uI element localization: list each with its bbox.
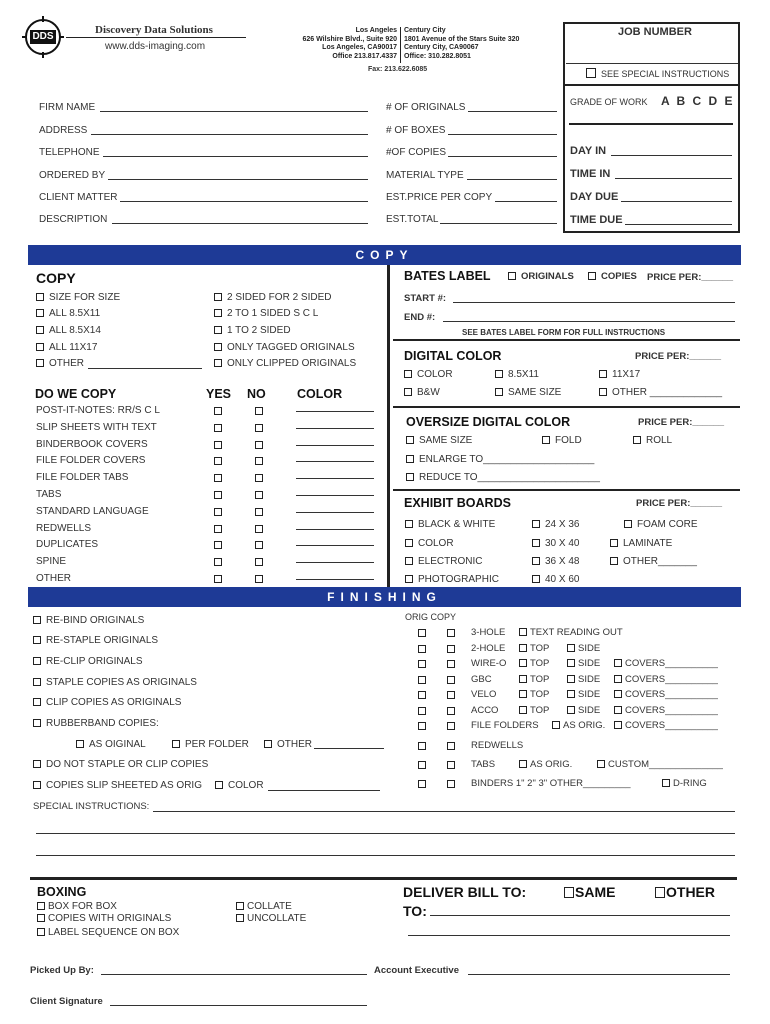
digital-color-opt-color[interactable]: COLOR: [404, 369, 453, 380]
binding-option-label: COVERS__________: [625, 658, 718, 669]
oversize-price-per[interactable]: PRICE PER:______: [638, 417, 725, 428]
binding-option-label: TOP: [530, 689, 550, 700]
binding-option-checkbox[interactable]: [567, 644, 575, 652]
finishing-rebind[interactable]: RE-BIND ORIGINALS: [33, 615, 144, 626]
client-signature-field[interactable]: [110, 1005, 367, 1006]
exhibit-opt-electronic[interactable]: ELECTRONIC: [405, 556, 482, 567]
do-we-copy-row-label: POST-IT-NOTES: RR/S C L: [36, 405, 160, 416]
oversize-opt-same-size[interactable]: SAME SIZE: [406, 435, 472, 446]
description-field[interactable]: [112, 223, 368, 224]
do-we-copy-color-field[interactable]: [296, 495, 374, 496]
day-in-field[interactable]: [611, 155, 732, 156]
do-we-copy-no-checkbox[interactable]: [255, 474, 263, 482]
binding-option-checkbox[interactable]: [662, 779, 670, 787]
binding-option-label: CUSTOM______________: [608, 759, 723, 770]
binding-option-checkbox[interactable]: [567, 706, 575, 714]
do-we-copy-no-checkbox[interactable]: [255, 508, 263, 516]
binding-option[interactable]: [567, 689, 600, 700]
binding-row-label: BINDERS 1" 2" 3" OTHER_________: [471, 778, 631, 789]
do-we-copy-yes-checkbox[interactable]: [214, 424, 222, 432]
material-type-label: MATERIAL TYPE: [386, 170, 464, 181]
dds-logo: [22, 16, 64, 58]
est-total-field[interactable]: [440, 223, 557, 224]
do-we-copy-row-label: SLIP SHEETS WITH TEXT: [36, 421, 157, 433]
oversize-title: OVERSIZE DIGITAL COLOR: [406, 415, 571, 429]
binding-option[interactable]: [552, 720, 605, 731]
est-price-field[interactable]: [495, 201, 557, 202]
deliver-to-field-1[interactable]: [430, 915, 730, 916]
grade-of-work-label: GRADE OF WORK: [570, 97, 648, 107]
time-due-field[interactable]: [625, 224, 732, 225]
digital-color-opt-85x11[interactable]: 8.5X11: [495, 369, 539, 380]
bates-label-title: BATES LABEL: [404, 269, 491, 283]
la-office-phone: Office 213.817.4337: [332, 52, 397, 60]
exhibit-boards-title: EXHIBIT BOARDS: [404, 496, 511, 510]
cc-office-phone: Office: 310.282.8051: [404, 52, 471, 60]
binding-copy-checkbox[interactable]: [447, 660, 455, 668]
do-we-copy-color-field[interactable]: [296, 579, 374, 580]
la-office-address: [270, 27, 397, 61]
binding-option[interactable]: [519, 689, 549, 700]
do-we-copy-color-field[interactable]: [296, 478, 374, 479]
binding-option-label: TEXT READING OUT: [530, 627, 623, 638]
do-we-copy-no-checkbox[interactable]: [255, 424, 263, 432]
binding-row-label: REDWELLS: [471, 740, 524, 751]
digital-color-price-per[interactable]: PRICE PER:______: [635, 351, 722, 362]
exhibit-opt-36x48[interactable]: 36 X 48: [532, 556, 579, 567]
binding-option-label: SIDE: [578, 689, 601, 700]
exhibit-price-per[interactable]: PRICE PER:______: [636, 498, 723, 509]
binding-option-checkbox[interactable]: [567, 675, 575, 683]
do-we-copy-yes-checkbox[interactable]: [214, 575, 222, 583]
binding-option[interactable]: [567, 674, 600, 685]
bates-start-label: START #:: [404, 293, 447, 304]
binding-option[interactable]: [519, 705, 549, 716]
binding-option[interactable]: [614, 658, 718, 669]
binding-row-label: GBC: [471, 673, 492, 685]
deliver-to-label: TO:: [403, 903, 427, 919]
do-we-copy-no-checkbox[interactable]: [255, 575, 263, 583]
address-field[interactable]: [91, 134, 368, 135]
binding-option-checkbox[interactable]: [567, 659, 575, 667]
exhibit-opt-foam-core[interactable]: FOAM CORE: [624, 519, 698, 530]
cc-office-citystate: Century City, CA90067: [404, 44, 479, 51]
do-we-copy-no-checkbox[interactable]: [255, 541, 263, 549]
boxing-collate[interactable]: COLLATE: [236, 901, 292, 912]
num-copies-field[interactable]: [448, 156, 557, 157]
bates-start-field[interactable]: [453, 302, 735, 303]
do-we-copy-row-label: STANDARD LANGUAGE: [36, 505, 149, 517]
ordered-by-label: ORDERED BY: [39, 170, 106, 181]
finishing-restaple[interactable]: RE-STAPLE ORIGINALS: [33, 635, 158, 646]
description-label: DESCRIPTION: [39, 214, 108, 225]
binding-copy-checkbox[interactable]: [447, 629, 455, 637]
fax-number: Fax: 213.622.6085: [368, 66, 428, 73]
telephone-field[interactable]: [103, 156, 368, 157]
binding-orig-checkbox[interactable]: [418, 742, 426, 750]
exhibit-opt-color[interactable]: COLOR: [405, 538, 454, 549]
finishing-no-staple[interactable]: DO NOT STAPLE OR CLIP COPIES: [33, 759, 208, 770]
num-copies-label: #OF COPIES: [386, 147, 447, 158]
binding-copy-checkbox[interactable]: [447, 691, 455, 699]
do-we-copy-yes-checkbox[interactable]: [214, 457, 222, 465]
binding-row-label: FILE FOLDERS: [471, 720, 539, 731]
binding-option[interactable]: [614, 689, 718, 700]
binding-orig-checkbox[interactable]: [418, 722, 426, 730]
cc-office-address: [404, 27, 519, 61]
num-originals-field[interactable]: [468, 111, 557, 112]
exhibit-opt-24x36[interactable]: 24 X 36: [532, 519, 579, 530]
do-we-copy-color-header: COLOR: [297, 387, 343, 401]
client-matter-field[interactable]: [120, 201, 368, 202]
cc-office-city: Century City: [404, 27, 446, 34]
do-we-copy-color-field[interactable]: [296, 562, 374, 563]
rubberband-per-folder[interactable]: PER FOLDER: [172, 739, 249, 750]
oversize-rule: [393, 489, 740, 491]
grade-options[interactable]: A B C D E: [661, 94, 735, 108]
finishing-rubberband[interactable]: RUBBERBAND COPIES:: [33, 718, 159, 729]
orig-copy-header: ORIG COPY: [405, 612, 457, 622]
finishing-staple-copies[interactable]: STAPLE COPIES AS ORIGINALS: [33, 677, 197, 688]
do-we-copy-no-checkbox[interactable]: [255, 491, 263, 499]
digital-color-opt-11x17[interactable]: 11X17: [599, 369, 640, 380]
binding-copy-checkbox[interactable]: [447, 761, 455, 769]
binding-option-checkbox[interactable]: [614, 721, 622, 729]
deliver-other-option[interactable]: OTHER: [655, 884, 715, 900]
picked-up-by-label: Picked Up By:: [30, 965, 94, 976]
do-we-copy-color-field[interactable]: [296, 512, 374, 513]
do-we-copy-row-label: REDWELLS: [36, 522, 92, 534]
digital-color-opt-same-size[interactable]: SAME SIZE: [495, 387, 561, 398]
binding-orig-checkbox[interactable]: [418, 707, 426, 715]
oversize-opt-reduce[interactable]: REDUCE TO______________________: [406, 472, 600, 483]
binding-option[interactable]: [662, 778, 707, 789]
binding-option-label: D-RING: [673, 778, 707, 789]
binding-row-label: WIRE-O: [471, 658, 507, 669]
copy-opt-1-to-2[interactable]: 1 TO 2 SIDED: [214, 325, 291, 336]
boxing-box-for-box[interactable]: BOX FOR BOX: [37, 901, 117, 912]
job-number-field[interactable]: [566, 40, 738, 62]
do-we-copy-yes-checkbox[interactable]: [214, 508, 222, 516]
binding-option[interactable]: [614, 705, 718, 716]
la-office-city: Los Angeles: [355, 27, 397, 34]
binding-option-label: TOP: [530, 658, 550, 669]
cc-office-street: 1801 Avenue of the Stars Suite 320: [404, 35, 520, 43]
binding-orig-checkbox[interactable]: [418, 780, 426, 788]
bates-price-per[interactable]: PRICE PER:______: [647, 272, 734, 283]
client-signature-label: Client Signature: [30, 996, 103, 1007]
binding-orig-checkbox[interactable]: [418, 676, 426, 684]
do-we-copy-color-field[interactable]: [296, 529, 374, 530]
exhibit-opt-bw[interactable]: BLACK & WHITE: [405, 519, 495, 530]
time-in-field[interactable]: [615, 178, 732, 179]
do-we-copy-yes-checkbox[interactable]: [214, 541, 222, 549]
rubberband-other-field[interactable]: [314, 748, 384, 749]
binding-option-checkbox[interactable]: [519, 706, 527, 714]
binding-copy-checkbox[interactable]: [447, 676, 455, 684]
do-we-copy-no-checkbox[interactable]: [255, 441, 263, 449]
day-due-field[interactable]: [621, 201, 732, 202]
binding-option-checkbox[interactable]: [519, 644, 527, 652]
material-type-field[interactable]: [467, 179, 557, 180]
picked-up-by-field[interactable]: [101, 974, 367, 975]
binding-option-checkbox[interactable]: [519, 690, 527, 698]
binding-option-checkbox[interactable]: [519, 675, 527, 683]
binding-copy-checkbox[interactable]: [447, 780, 455, 788]
binding-option[interactable]: [519, 643, 549, 654]
boxing-uncollate[interactable]: UNCOLLATE: [236, 913, 306, 924]
copy-opt-other[interactable]: OTHER: [36, 358, 84, 369]
deliver-bill-title: DELIVER BILL TO:: [403, 884, 527, 900]
binding-option[interactable]: [567, 643, 600, 654]
finishing-section-band: FINISHING: [28, 587, 741, 607]
binding-row-label: TABS: [471, 759, 496, 770]
do-we-copy-color-field[interactable]: [296, 545, 374, 546]
binding-row-label: 2-HOLE: [471, 642, 506, 654]
do-we-copy-row-label: TABS: [36, 489, 62, 500]
binding-option[interactable]: [567, 658, 600, 669]
binding-orig-checkbox[interactable]: [418, 629, 426, 637]
do-we-copy-row-label: SPINE: [36, 556, 67, 568]
ordered-by-field[interactable]: [108, 179, 368, 180]
binding-option-checkbox[interactable]: [614, 706, 622, 714]
finishing-color[interactable]: COLOR: [215, 780, 264, 791]
finishing-clip-copies[interactable]: CLIP COPIES AS ORIGINALS: [33, 697, 181, 708]
la-office-citystate: Los Angeles, CA90017: [322, 44, 397, 51]
do-we-copy-color-field[interactable]: [296, 445, 374, 446]
binding-option[interactable]: [519, 627, 623, 638]
do-we-copy-no-header: NO: [247, 387, 266, 401]
boxing-title: BOXING: [37, 885, 87, 899]
finishing-color-field[interactable]: [268, 790, 380, 791]
do-we-copy-yes-checkbox[interactable]: [214, 558, 222, 566]
copy-section-band: COPY: [28, 245, 741, 265]
special-instructions-line-1[interactable]: [153, 811, 735, 812]
copy-opt-only-clipped[interactable]: ONLY CLIPPED ORIGINALS: [214, 358, 356, 369]
do-we-copy-yes-checkbox[interactable]: [214, 474, 222, 482]
num-boxes-label: # OF BOXES: [386, 125, 446, 136]
do-we-copy-color-field[interactable]: [296, 461, 374, 462]
do-we-copy-row-label: OTHER: [36, 573, 71, 584]
bates-end-label: END #:: [404, 312, 436, 323]
num-boxes-field[interactable]: [448, 134, 557, 135]
exhibit-opt-photographic[interactable]: PHOTOGRAPHIC: [405, 574, 499, 585]
copy-vertical-divider: [387, 265, 390, 587]
binding-copy-checkbox[interactable]: [447, 742, 455, 750]
est-total-label: EST.TOTAL: [386, 214, 439, 225]
time-in-label: TIME IN: [570, 168, 611, 180]
rubberband-other[interactable]: OTHER: [264, 739, 312, 750]
special-instructions-label: SPECIAL INSTRUCTIONS:: [33, 801, 150, 812]
binding-option-label: TOP: [530, 704, 550, 716]
binding-copy-checkbox[interactable]: [447, 645, 455, 653]
do-we-copy-title: DO WE COPY: [35, 387, 117, 401]
bates-end-field[interactable]: [443, 321, 735, 322]
company-website[interactable]: www.dds-imaging.com: [105, 41, 206, 52]
logo-text: DDS: [32, 31, 54, 42]
binding-orig-checkbox[interactable]: [418, 645, 426, 653]
binding-option-label: TOP: [530, 642, 550, 654]
day-due-label: DAY DUE: [570, 191, 619, 203]
binding-orig-checkbox[interactable]: [418, 761, 426, 769]
do-we-copy-yes-header: YES: [206, 387, 232, 401]
binding-option-label: SIDE: [578, 704, 601, 716]
copy-opt-all-11x17[interactable]: ALL 11X17: [36, 342, 97, 353]
binding-row-label: VELO: [471, 689, 497, 700]
binding-option-checkbox[interactable]: [614, 659, 622, 667]
binding-option-label: AS ORIG.: [563, 720, 606, 731]
binding-option-checkbox[interactable]: [597, 760, 605, 768]
binding-option-label: SIDE: [578, 642, 601, 654]
do-we-copy-yes-checkbox[interactable]: [214, 407, 222, 415]
firm-name-field[interactable]: [100, 111, 368, 112]
binding-option-label: COVERS__________: [625, 673, 718, 685]
boxing-copies-with-originals[interactable]: COPIES WITH ORIGINALS: [37, 913, 171, 924]
binding-option[interactable]: [519, 759, 572, 770]
binding-option-checkbox[interactable]: [519, 628, 527, 636]
grade-rule: [569, 123, 733, 125]
binding-option-label: SIDE: [578, 658, 601, 669]
job-box-divider: [565, 84, 739, 86]
digital-color-opt-other[interactable]: OTHER _____________: [599, 387, 722, 398]
address-label: ADDRESS: [39, 125, 88, 136]
bates-rule: [393, 339, 740, 341]
binding-option-checkbox[interactable]: [519, 760, 527, 768]
binding-option-checkbox[interactable]: [614, 675, 622, 683]
binding-option-checkbox[interactable]: [567, 690, 575, 698]
see-special-checkbox[interactable]: [586, 68, 596, 78]
day-in-label: DAY IN: [570, 145, 607, 157]
job-number-label: JOB NUMBER: [618, 26, 692, 38]
bates-note: SEE BATES LABEL FORM FOR FULL INSTRUCTIONS: [462, 328, 666, 337]
firm-name-label: FIRM NAME: [39, 102, 96, 113]
do-we-copy-yes-checkbox[interactable]: [214, 525, 222, 533]
telephone-label: TELEPHONE: [39, 147, 100, 158]
do-we-copy-row-label: BINDERBOOK COVERS: [36, 438, 148, 450]
digital-color-rule: [393, 406, 740, 408]
binding-option[interactable]: [567, 705, 600, 716]
do-we-copy-row-label: DUPLICATES: [36, 539, 99, 551]
see-special-label: SEE SPECIAL INSTRUCTIONS: [601, 69, 730, 79]
do-we-copy-no-checkbox[interactable]: [255, 407, 263, 415]
binding-orig-checkbox[interactable]: [418, 660, 426, 668]
num-originals-label: # OF ORIGINALS: [386, 102, 466, 113]
company-name: Discovery Data Solutions: [95, 24, 213, 36]
exhibit-opt-30x40[interactable]: 30 X 40: [532, 538, 579, 549]
exhibit-opt-40x60[interactable]: 40 X 60: [532, 574, 579, 585]
do-we-copy-yes-checkbox[interactable]: [214, 491, 222, 499]
binding-copy-checkbox[interactable]: [447, 707, 455, 715]
account-executive-field[interactable]: [468, 974, 730, 975]
binding-option-label: TOP: [530, 673, 550, 685]
see-special-instructions[interactable]: [586, 68, 729, 79]
bates-copies-option[interactable]: COPIES: [588, 271, 637, 282]
binding-option-checkbox[interactable]: [552, 721, 560, 729]
office-divider: [400, 27, 401, 63]
account-executive-label: Account Executive: [374, 965, 459, 976]
do-we-copy-no-checkbox[interactable]: [255, 525, 263, 533]
do-we-copy-color-field[interactable]: [296, 428, 374, 429]
do-we-copy-row-label: FILE FOLDER COVERS: [36, 455, 146, 467]
rubberband-as-original[interactable]: AS OIGINAL: [76, 739, 146, 750]
binding-option[interactable]: [614, 674, 718, 685]
binding-option-label: COVERS__________: [625, 720, 718, 731]
binding-option[interactable]: [519, 658, 549, 669]
binding-option-checkbox[interactable]: [614, 690, 622, 698]
deliver-same-option[interactable]: SAME: [564, 884, 615, 900]
footer-top-rule: [30, 877, 737, 880]
binding-row-label: ACCO: [471, 704, 499, 716]
digital-color-title: DIGITAL COLOR: [404, 349, 502, 363]
binding-option-label: COVERS__________: [625, 704, 718, 716]
company-rule: [66, 37, 246, 38]
copy-opt-all-85x14[interactable]: ALL 8.5X14: [36, 325, 101, 336]
boxing-label-sequence[interactable]: LABEL SEQUENCE ON BOX: [37, 927, 179, 938]
binding-option[interactable]: [614, 720, 718, 731]
est-price-label: EST.PRICE PER COPY: [386, 192, 493, 203]
binding-copy-checkbox[interactable]: [447, 722, 455, 730]
copy-opt-2-to-1[interactable]: 2 TO 1 SIDED S C L: [214, 308, 318, 319]
oversize-opt-fold[interactable]: FOLD: [542, 435, 582, 446]
do-we-copy-no-checkbox[interactable]: [255, 558, 263, 566]
do-we-copy-yes-checkbox[interactable]: [214, 441, 222, 449]
finishing-reclip[interactable]: RE-CLIP ORIGINALS: [33, 656, 143, 667]
do-we-copy-row-label: FILE FOLDER TABS: [36, 472, 129, 484]
copy-title: COPY: [36, 270, 76, 286]
special-instructions-line-3[interactable]: [36, 855, 735, 856]
deliver-to-field-2[interactable]: [408, 935, 730, 936]
copy-opt-2-sided[interactable]: 2 SIDED FOR 2 SIDED: [214, 292, 331, 303]
copy-opt-only-tagged[interactable]: ONLY TAGGED ORIGINALS: [214, 342, 355, 353]
client-matter-label: CLIENT MATTER: [39, 192, 118, 203]
binding-option-label: COVERS__________: [625, 689, 718, 700]
binding-option[interactable]: [519, 674, 549, 685]
digital-color-opt-bw[interactable]: B&W: [404, 387, 440, 398]
copy-other-field[interactable]: [88, 368, 202, 369]
binding-option[interactable]: [597, 759, 723, 770]
exhibit-opt-laminate[interactable]: LAMINATE: [610, 538, 672, 549]
binding-row-label: 3-HOLE: [471, 627, 506, 638]
special-instructions-line-2[interactable]: [36, 833, 735, 834]
copy-opt-all-85x11[interactable]: ALL 8.5X11: [36, 308, 100, 319]
do-we-copy-color-field[interactable]: [296, 411, 374, 412]
oversize-opt-roll[interactable]: ROLL: [633, 435, 672, 446]
exhibit-opt-other[interactable]: OTHER_______: [610, 556, 697, 567]
finishing-slip-sheeted[interactable]: COPIES SLIP SHEETED AS ORIG: [33, 780, 202, 791]
binding-option-label: AS ORIG.: [530, 759, 573, 770]
time-due-label: TIME DUE: [570, 214, 623, 226]
copy-opt-size-for-size[interactable]: SIZE FOR SIZE: [36, 292, 120, 303]
la-office-street: 626 Wilshire Blvd., Suite 920: [302, 35, 397, 43]
do-we-copy-no-checkbox[interactable]: [255, 457, 263, 465]
job-number-underline: [566, 63, 738, 64]
binding-option-label: SIDE: [578, 673, 601, 685]
oversize-opt-enlarge[interactable]: ENLARGE TO____________________: [406, 454, 594, 465]
bates-originals-option[interactable]: ORIGINALS: [508, 271, 574, 282]
binding-orig-checkbox[interactable]: [418, 691, 426, 699]
binding-option-checkbox[interactable]: [519, 659, 527, 667]
